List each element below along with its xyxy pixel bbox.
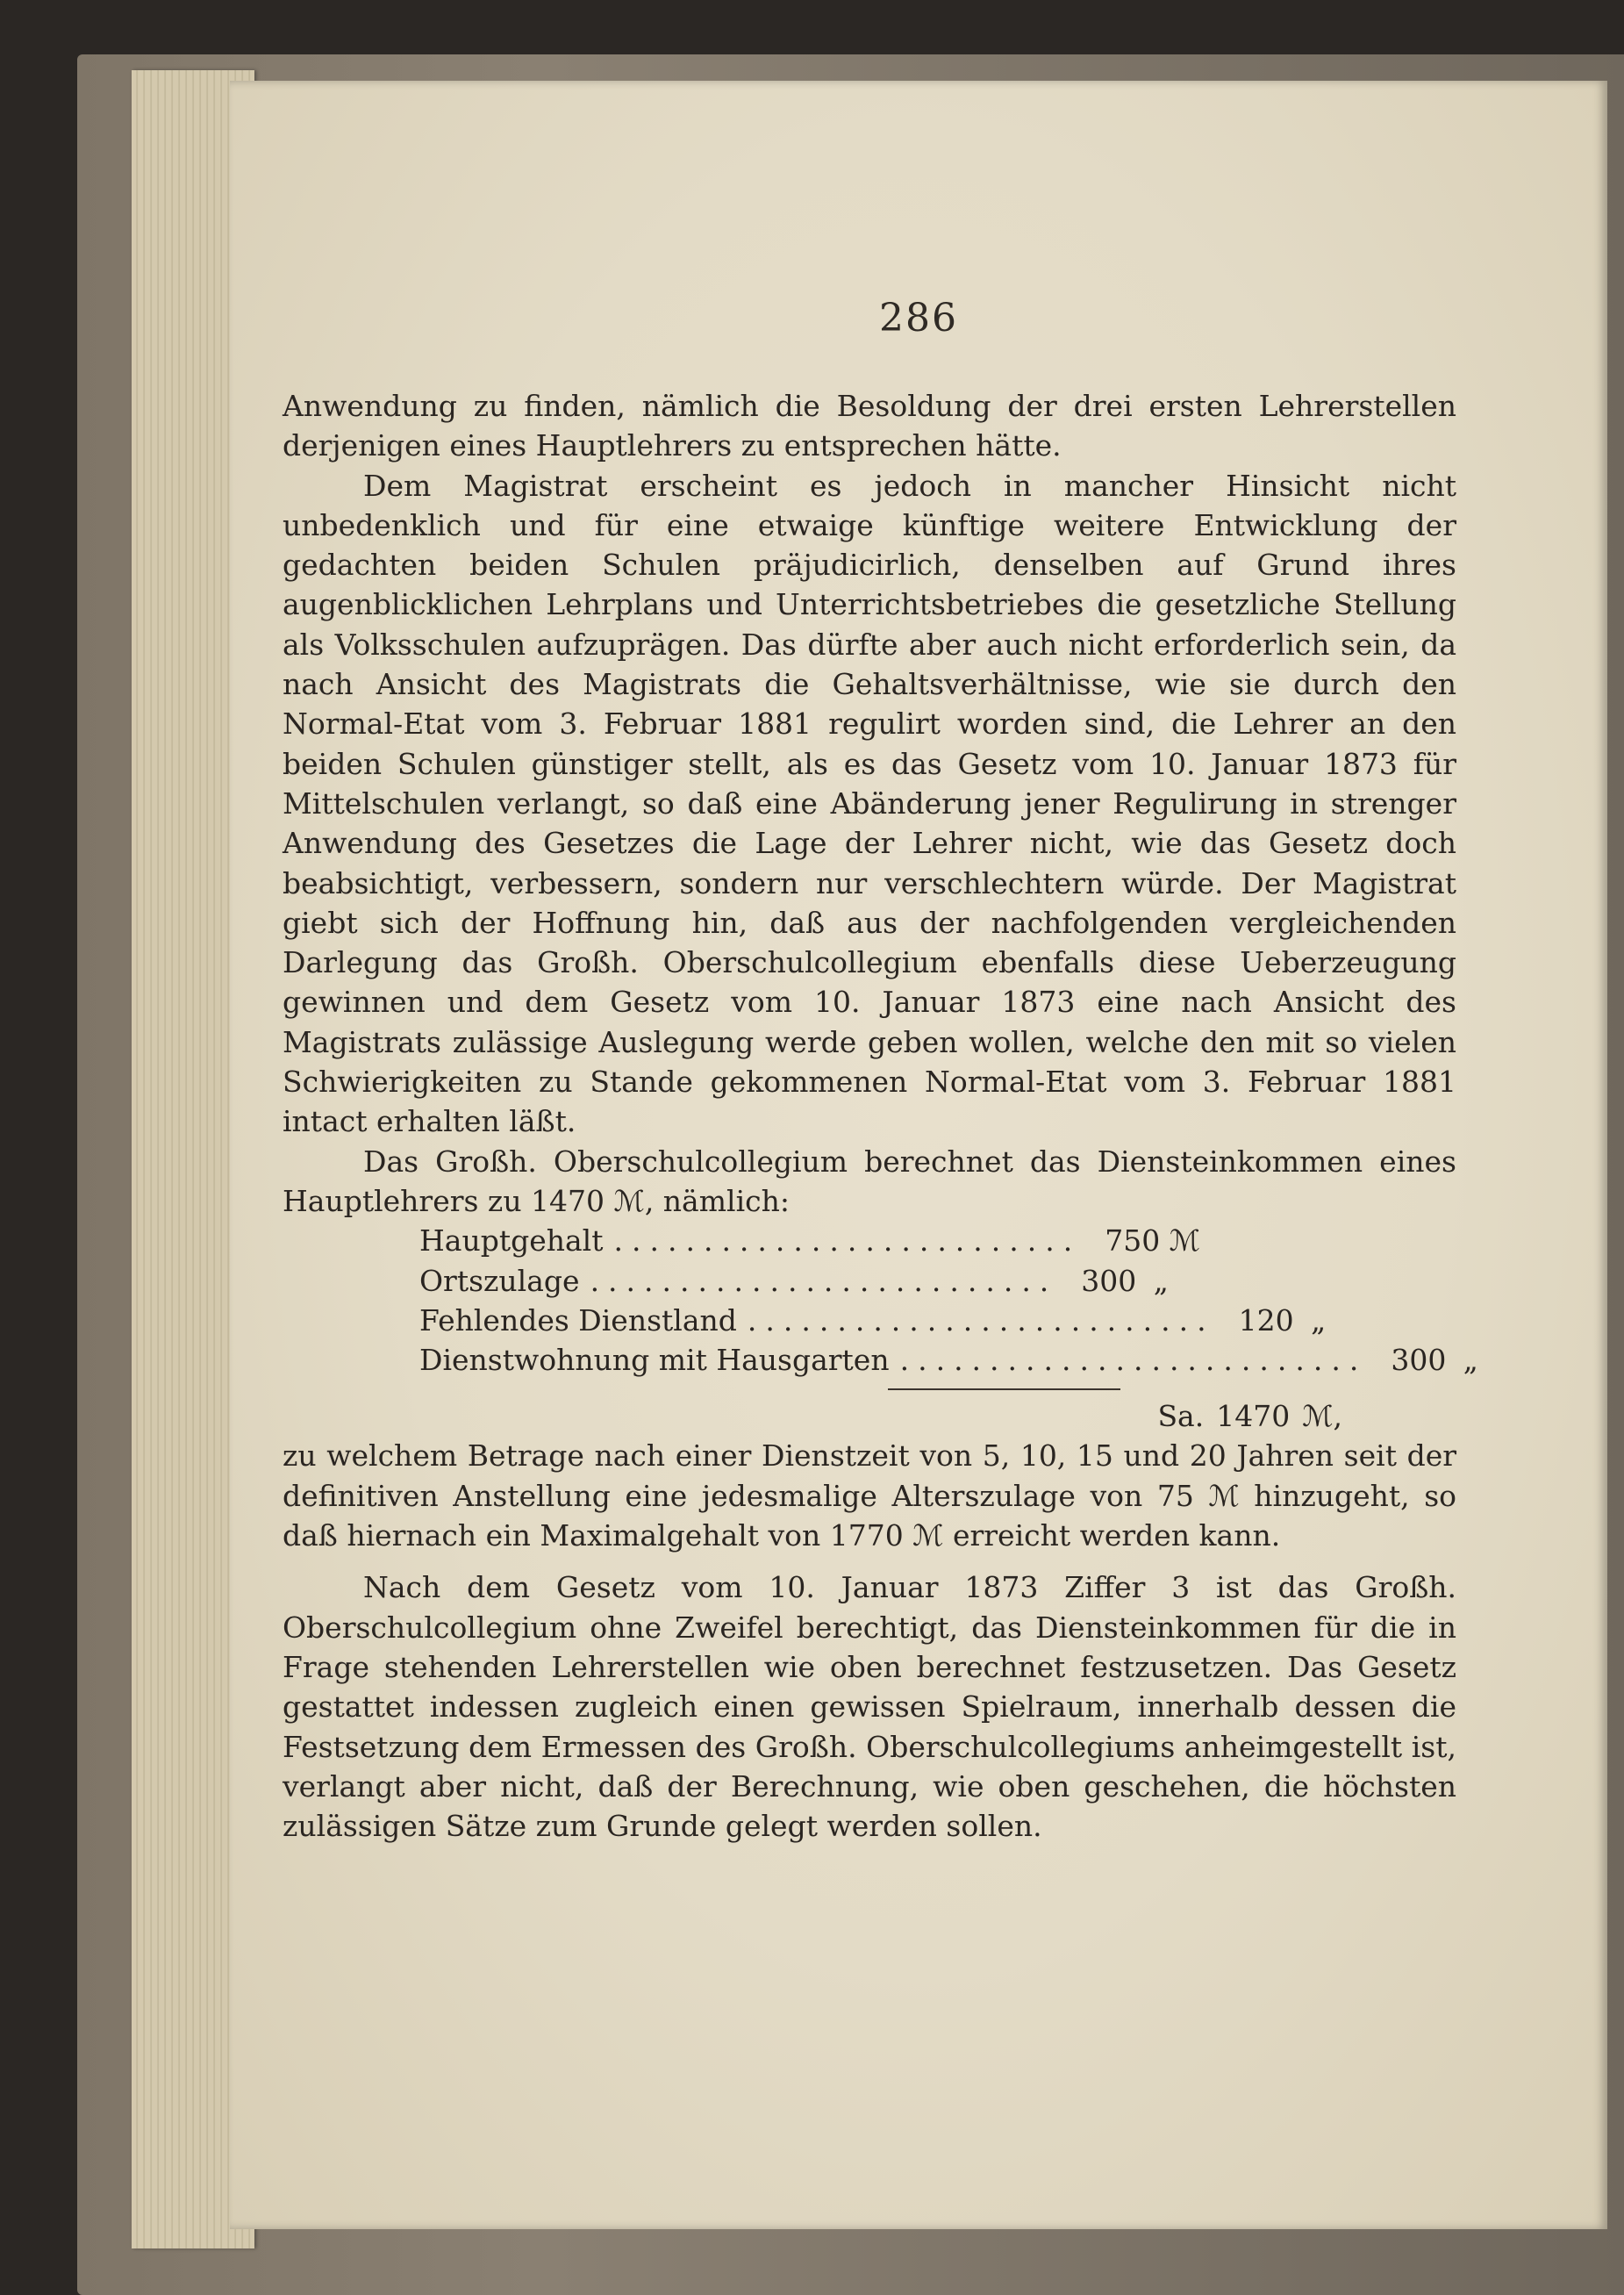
table-row: [419, 1221, 1200, 1260]
page-text: [283, 386, 1478, 1846]
paragraph-continuation: Anwendung zu finden, nämlich die Besoldung der drei ersten Lehrerstellen derjenigen eines Hauptlehrers zu entsprechen hätte.: [283, 389, 1456, 463]
row-amount: 120: [1238, 1302, 1294, 1338]
page-number: 286: [879, 296, 958, 341]
paragraph-magistrat: Dem Magistrat erscheint es jedoch in mancher Hinsicht nicht unbedenklich und für eine etwaige künftige weitere Entwicklung der gedachten beiden Schulen präjudicirlich, denselben auf Grund ihres augenblicklichen Lehrplans und Unterrichtsbetriebes die gesetzliche Stellung als Volksschulen aufzuprägen. Das dürfte aber auch nicht erforderlich sein, da nach Ansicht des Magistrats die Gehaltsverhältnisse, wie sie durch den Normal-Etat vom 3. Februar 1881 regulirt worden sind, die Lehrer an den beiden Schulen günstiger stellt, als es das Gesetz vom 10. Januar 1873 für Mittelschulen verlangt, so daß eine Abänderung jener Regulirung in strenger Anwendung des Gesetzes die Lage der Lehrer nicht, wie das Gesetz doch beabsichtigt, verbessern, sondern nur verschlechtern würde. Der Magistrat giebt sich der Hoffnung hin, daß aus der nachfolgenden vergleichenden Darlegung das Großh. Oberschulcollegium ebenfalls diese Ueberzeugung gewinnen und dem Gesetz vom 10. Januar 1873 eine nach Ansicht des Magistrats zulässige Auslegung werde geben wollen, welche den mit so vielen Schwierigkeiten zu Stande gekommenen Normal-Etat vom 3. Februar 1881 intact erhalten läßt.: [283, 468, 1456, 1139]
row-label: Dienstwohnung mit Hausgarten: [419, 1343, 890, 1378]
row-unit: „: [1463, 1343, 1478, 1378]
table-row: [419, 1340, 1478, 1380]
total-row: [283, 1390, 1456, 1436]
table-row: [419, 1301, 1327, 1340]
row-unit: „: [1311, 1302, 1327, 1338]
leader-dots: ..........................: [613, 1223, 1082, 1259]
row-amount: 300: [1391, 1343, 1447, 1378]
row-amount: 300: [1081, 1263, 1137, 1298]
leader-dots: ..........................: [899, 1343, 1368, 1378]
salary-table: [419, 1221, 1478, 1380]
leader-dots: ..........................: [590, 1263, 1058, 1298]
paragraph-gesetz: Nach dem Gesetz vom 10. Januar 1873 Ziffer 3 ist das Großh. Oberschulcollegium ohne Zweifel berechtigt, das Diensteinkommen für die in Frage stehenden Lehrerstellen wie oben berechnet festzusetzen. Das Gesetz gestattet indessen zugleich einen gewissen Spielraum, innerhalb dessen die Festsetzung dem Ermessen des Großh. Oberschulcollegiums anheimgestellt ist, verlangt aber nicht, daß der Berechnung, wie oben geschehen, die höchsten zulässigen Sätze zum Grunde gelegt werden sollen.: [283, 1570, 1456, 1844]
leader-dots: ..........................: [747, 1302, 1215, 1338]
paragraph-gap: [283, 1555, 1456, 1567]
paragraph-alterszulage: zu welchem Betrage nach einer Dienstzeit von 5, 10, 15 und 20 Jahren seit der definitiven Anstellung eine jedesmalige Alterszulage von 75 ℳ hinzugeht, so daß hiernach ein Maximalgehalt von 1770 ℳ erreicht werden kann.: [283, 1438, 1456, 1553]
row-unit: ℳ: [1169, 1223, 1200, 1259]
row-label: Fehlendes Dienstland: [419, 1302, 737, 1338]
total-prefix: Sa.: [1157, 1399, 1205, 1434]
row-unit: „: [1153, 1263, 1169, 1298]
paragraph-oberschulcollegium: Das Großh. Oberschulcollegium berechnet das Diensteinkommen eines Hauptlehrers zu 1470 ℳ, nämlich:: [283, 1144, 1456, 1218]
total-amount: 1470: [1216, 1399, 1291, 1434]
table-row: [419, 1261, 1169, 1301]
row-label: Hauptgehalt: [419, 1223, 604, 1259]
row-label: Ortszulage: [419, 1263, 580, 1298]
total-unit: ℳ,: [1302, 1399, 1342, 1434]
row-amount: 750: [1105, 1223, 1161, 1259]
